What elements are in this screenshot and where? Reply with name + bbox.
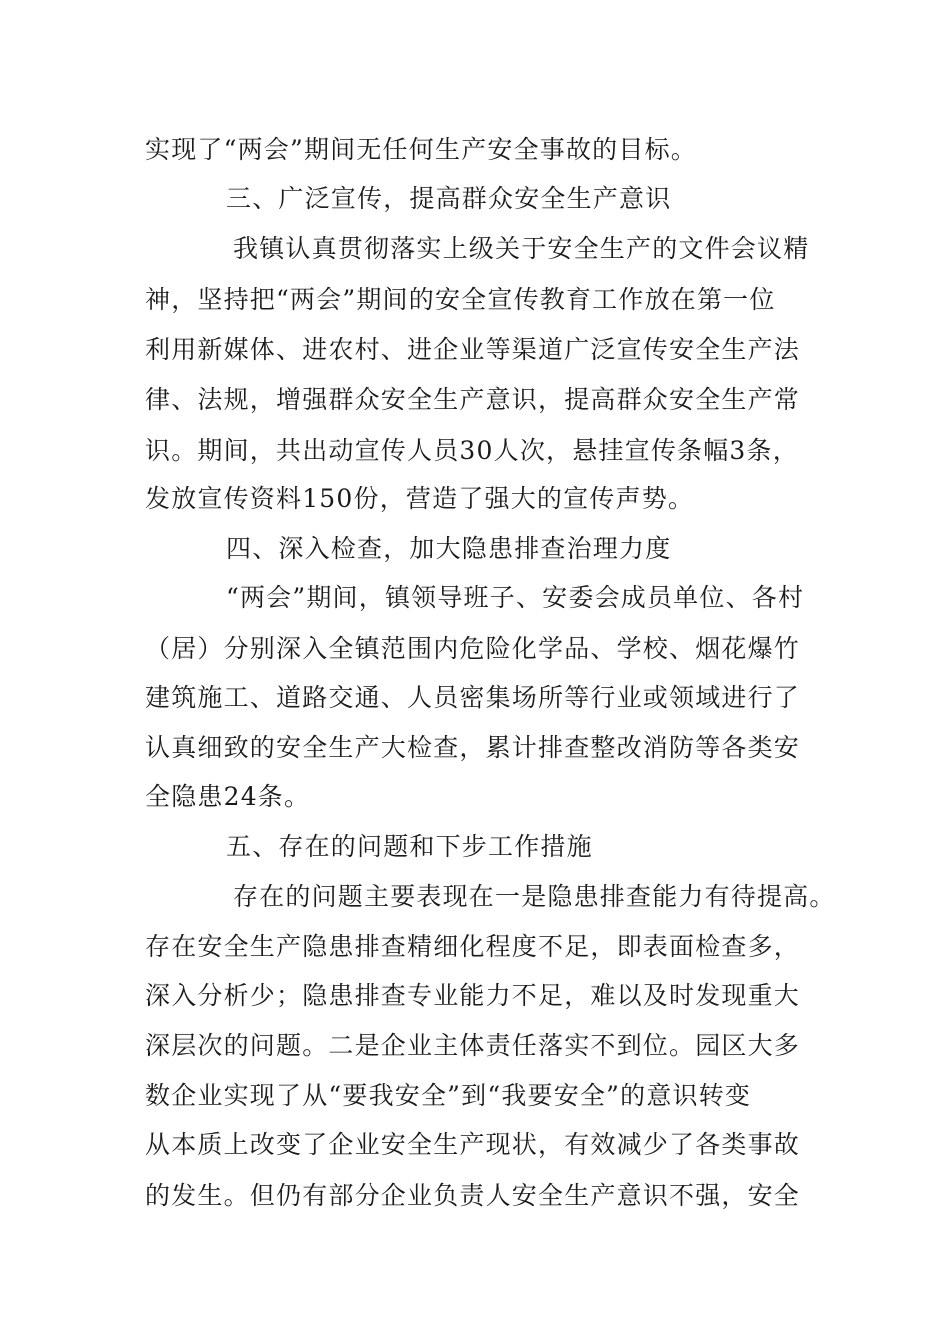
paragraph-line: 利用新媒体、进农村、进企业等渠道广泛宣传安全生产法: [145, 335, 801, 364]
paragraph-line: 深入分析少；隐患排查专业能力不足，难以及时发现重大: [145, 981, 801, 1010]
paragraph-line: （居）分别深入全镇范围内危险化学品、学校、烟花爆竹: [145, 634, 801, 663]
paragraph-line: 存在的问题主要表现在一是隐患排查能力有待提高。: [233, 882, 836, 911]
section-heading-5: 五、存在的问题和下步工作措施: [226, 832, 593, 861]
paragraph-line: 实现了“两会”期间无任何生产安全事故的目标。: [145, 135, 697, 164]
paragraph-line: “两会”期间，镇领导班子、安委会成员单位、各村: [226, 583, 805, 612]
paragraph-line: 律、法规，增强群众安全生产意识，提高群众安全生产常: [145, 385, 801, 414]
paragraph-line: 我镇认真贯彻落实上级关于安全生产的文件会议精: [233, 234, 810, 263]
paragraph-line: 全隐患24条。: [145, 782, 311, 811]
paragraph-line: 存在安全生产隐患排查精细化程度不足，即表面检查多，: [145, 932, 801, 961]
paragraph-line: 建筑施工、道路交通、人员密集场所等行业或领域进行了: [145, 683, 801, 712]
paragraph-line: 深层次的问题。二是企业主体责任落实不到位。园区大多: [145, 1031, 801, 1060]
paragraph-line: 发放宣传资料150份，营造了强大的宣传声势。: [145, 484, 695, 513]
paragraph-line: 神，坚持把“两会”期间的安全宣传教育工作放在第一位: [145, 285, 776, 314]
paragraph-line: 认真细致的安全生产大检查，累计排查整改消防等各类安: [145, 733, 801, 762]
paragraph-line: 的发生。但仍有部分企业负责人安全生产意识不强，安全: [145, 1181, 801, 1210]
paragraph-line: 从本质上改变了企业安全生产现状，有效减少了各类事故: [145, 1130, 801, 1159]
paragraph-line: 识。期间，共出动宣传人员30人次，悬挂宣传条幅3条，: [145, 436, 799, 465]
section-heading-3: 三、广泛宣传，提高群众安全生产意识: [226, 184, 672, 213]
paragraph-line: 数企业实现了从“要我安全”到“我要安全”的意识转变: [145, 1081, 752, 1110]
section-heading-4: 四、深入检查，加大隐患排查治理力度: [226, 534, 672, 563]
